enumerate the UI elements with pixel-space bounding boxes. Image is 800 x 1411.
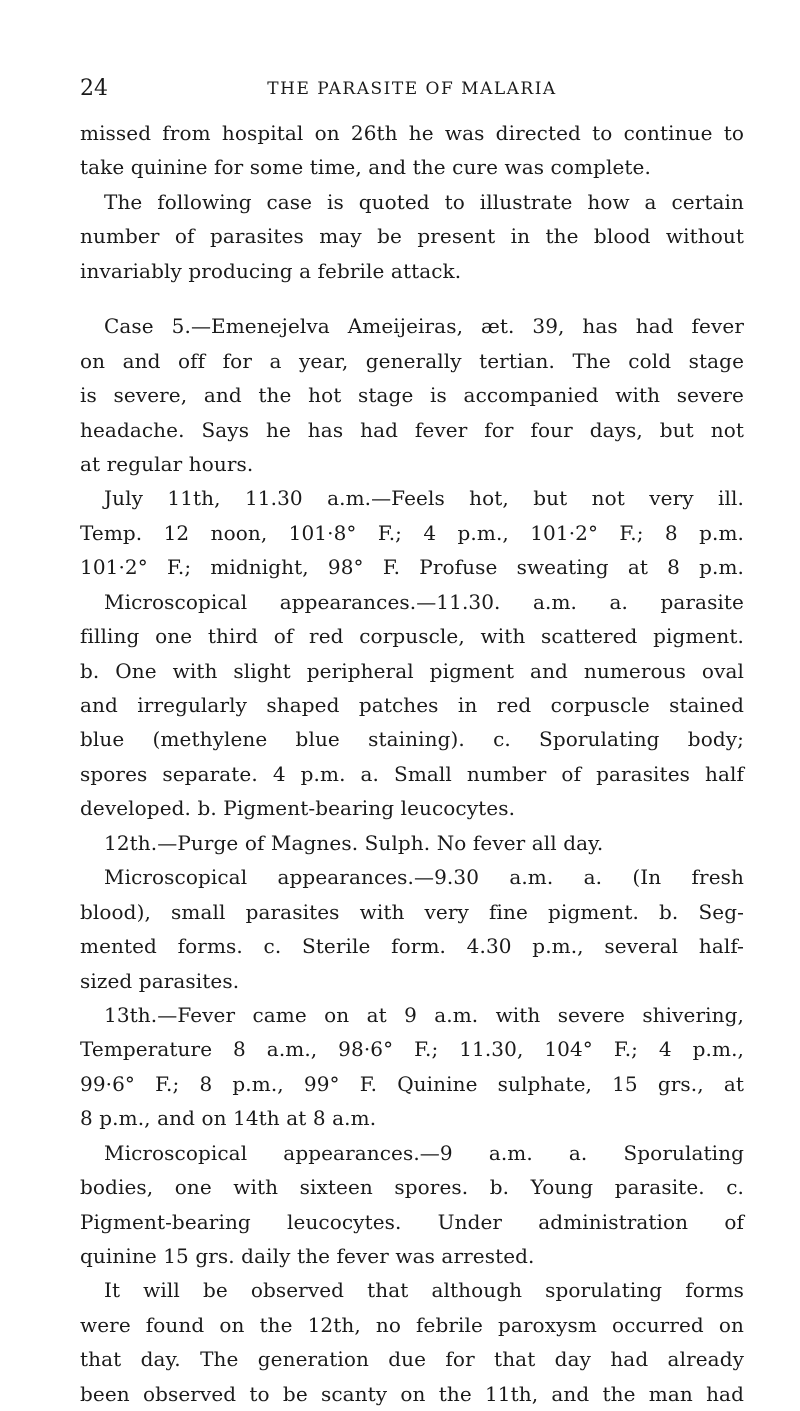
text-line: Temp. 12 noon, 101·8° F.; 4 p.m., 101·2° F.; 8 p.m. (80, 520, 744, 545)
text-line: b. One with slight peripheral pigment and numerous oval (80, 658, 744, 683)
text-line: It will be observed that although sporulating forms (104, 1278, 744, 1303)
text-line: Microscopical appearances.—9.30 a.m. a. (In fresh (104, 865, 744, 890)
text-line: is severe, and the hot stage is accompanied with severe (80, 383, 744, 408)
text-line: invariably producing a febrile attack. (80, 258, 462, 283)
text-line: that day. The generation due for that day had already (80, 1347, 744, 1372)
text-line: and irregularly shaped patches in red corpuscle stained (80, 693, 744, 717)
text-line: Microscopical appearances.—9 a.m. a. Sporulating (104, 1140, 744, 1165)
text-line: Temperature 8 a.m., 98·6° F.; 11.30, 104° F.; 4 p.m., (80, 1037, 744, 1062)
text-line: 13th.—Fever came on at 9 a.m. with severe shivering, (104, 1002, 744, 1027)
text-line: missed from hospital on 26th he was directed to continue to (80, 121, 744, 145)
text-line: developed. b. Pigment-bearing leucocytes. (80, 796, 516, 821)
text-line: blue (methylene blue staining). c. Sporulating body; (80, 727, 744, 752)
text-line: bodies, one with sixteen spores. b. Young parasite. c. (80, 1175, 744, 1200)
running-title: THE PARASITE OF MALARIA (267, 79, 557, 99)
text-line: been observed to be scanty on the 11th, and the man had (80, 1381, 744, 1406)
text-line: were found on the 12th, no febrile paroxysm occurred on (80, 1312, 744, 1337)
text-line: 8 p.m., and on 14th at 8 a.m. (80, 1106, 377, 1131)
text-line: at regular hours. (80, 451, 254, 476)
text-line: 101·2° F.; midnight, 98° F. Profuse sweating at 8 p.m. (80, 555, 744, 580)
text-line: Case 5.—Emenejelva Ameijeiras, æt. 39, has had fever (104, 314, 744, 339)
text-line: filling one third of red corpuscle, with scattered pigment. (80, 624, 744, 649)
body-text (80, 116, 744, 1411)
text-line: mented forms. c. Sterile form. 4.30 p.m., several half- (80, 934, 744, 959)
page-number: 24 (80, 76, 108, 101)
text-line: quinine 15 grs. daily the fever was arrested. (80, 1244, 535, 1268)
text-line: Pigment-bearing leucocytes. Under administration of (80, 1209, 744, 1234)
text-line: 12th.—Purge of Magnes. Sulph. No fever all day. (104, 830, 604, 855)
running-head (80, 74, 744, 104)
text-line: take quinine for some time, and the cure was complete. (80, 155, 651, 180)
text-line: spores separate. 4 p.m. a. Small number of parasites half (80, 761, 744, 786)
text-line: 99·6° F.; 8 p.m., 99° F. Quinine sulphate, 15 grs., at (80, 1071, 744, 1096)
text-line: number of parasites may be present in the blood without (80, 224, 744, 249)
text-line: July 11th, 11.30 a.m.—Feels hot, but not very ill. (104, 486, 744, 511)
text-line: Microscopical appearances.—11.30. a.m. a. parasite (104, 589, 744, 614)
text-line: blood), small parasites with very fine pigment. b. Seg- (80, 899, 744, 924)
text-line: sized parasites. (80, 968, 240, 993)
text-line: headache. Says he has had fever for four days, but not (80, 417, 744, 442)
text-line: The following case is quoted to illustrate how a certain (104, 189, 744, 214)
text-line: on and off for a year, generally tertian. The cold stage (80, 348, 744, 373)
